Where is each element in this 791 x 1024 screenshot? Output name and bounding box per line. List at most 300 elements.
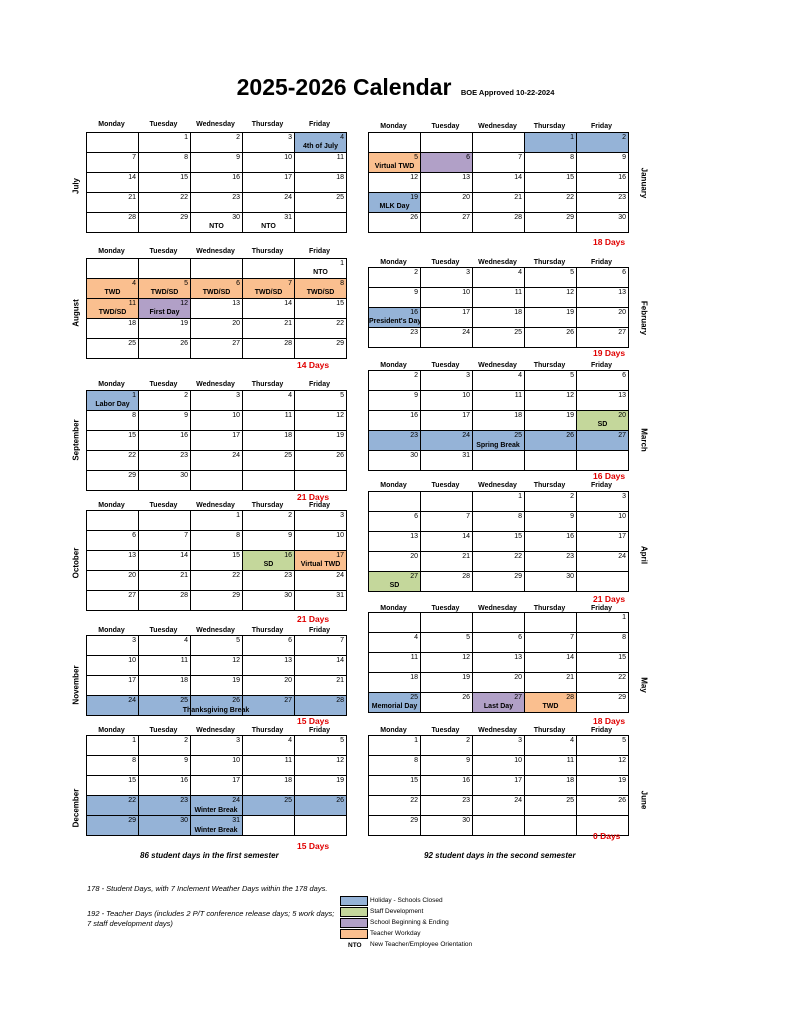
- day-cell[interactable]: [473, 213, 525, 233]
- day-cell[interactable]: [243, 259, 295, 279]
- day-cell[interactable]: [87, 571, 139, 591]
- day-cell[interactable]: [369, 268, 421, 288]
- day-cell[interactable]: [87, 511, 139, 531]
- day-cell[interactable]: [421, 213, 473, 233]
- day-cell[interactable]: [525, 532, 577, 552]
- day-cell[interactable]: [421, 268, 473, 288]
- day-number: 4: [132, 280, 136, 287]
- day-cell[interactable]: [473, 268, 525, 288]
- day-cell[interactable]: [369, 633, 421, 653]
- day-cell[interactable]: [473, 451, 525, 471]
- day-cell[interactable]: [191, 591, 243, 611]
- day-cell[interactable]: [87, 193, 139, 213]
- day-cell[interactable]: [139, 571, 191, 591]
- day-cell[interactable]: [295, 299, 347, 319]
- day-cell[interactable]: [421, 532, 473, 552]
- day-cell[interactable]: [473, 532, 525, 552]
- day-cell[interactable]: [295, 736, 347, 756]
- day-cell[interactable]: [577, 371, 629, 391]
- day-cell[interactable]: [421, 193, 473, 213]
- day-cell[interactable]: [525, 213, 577, 233]
- day-cell[interactable]: [191, 756, 243, 776]
- day-cell[interactable]: [139, 193, 191, 213]
- day-cell[interactable]: [243, 133, 295, 153]
- day-cell[interactable]: [295, 471, 347, 491]
- day-cell[interactable]: [369, 673, 421, 693]
- day-cell[interactable]: [369, 736, 421, 756]
- day-cell[interactable]: [421, 653, 473, 673]
- day-cell[interactable]: [87, 676, 139, 696]
- day-cell[interactable]: [295, 816, 347, 836]
- day-cell[interactable]: [473, 633, 525, 653]
- day-cell[interactable]: [577, 673, 629, 693]
- day-cell[interactable]: [525, 371, 577, 391]
- day-cell[interactable]: [243, 299, 295, 319]
- day-cell[interactable]: [139, 756, 191, 776]
- day-cell[interactable]: [577, 756, 629, 776]
- day-cell[interactable]: [139, 339, 191, 359]
- day-cell[interactable]: [473, 308, 525, 328]
- day-cell[interactable]: [525, 308, 577, 328]
- day-cell[interactable]: [577, 653, 629, 673]
- day-cell[interactable]: [473, 193, 525, 213]
- day-cell[interactable]: [577, 288, 629, 308]
- day-cell[interactable]: [295, 636, 347, 656]
- day-cell[interactable]: [295, 279, 347, 299]
- day-cell[interactable]: [577, 613, 629, 633]
- day-cell[interactable]: [87, 591, 139, 611]
- day-cell[interactable]: [243, 279, 295, 299]
- day-cell[interactable]: [525, 816, 577, 836]
- day-cell[interactable]: [295, 173, 347, 193]
- day-cell[interactable]: [473, 572, 525, 592]
- day-cell[interactable]: [139, 636, 191, 656]
- day-cell[interactable]: [191, 776, 243, 796]
- day-cell[interactable]: [87, 259, 139, 279]
- day-cell[interactable]: [473, 288, 525, 308]
- day-cell[interactable]: [577, 633, 629, 653]
- day-cell[interactable]: [473, 492, 525, 512]
- day-cell[interactable]: [369, 133, 421, 153]
- day-cell[interactable]: [139, 471, 191, 491]
- day-cell[interactable]: [473, 328, 525, 348]
- day-cell[interactable]: [87, 319, 139, 339]
- day-cell[interactable]: [577, 153, 629, 173]
- day-cell[interactable]: [577, 776, 629, 796]
- day-cell[interactable]: [577, 492, 629, 512]
- day-cell[interactable]: [369, 431, 421, 451]
- day-cell[interactable]: [191, 571, 243, 591]
- day-cell[interactable]: [473, 816, 525, 836]
- day-cell[interactable]: [87, 279, 139, 299]
- day-cell[interactable]: [369, 451, 421, 471]
- day-cell[interactable]: [577, 736, 629, 756]
- day-cell[interactable]: [421, 173, 473, 193]
- day-cell[interactable]: [421, 512, 473, 532]
- day-cell[interactable]: [295, 213, 347, 233]
- day-cell[interactable]: [421, 572, 473, 592]
- day-cell[interactable]: [525, 153, 577, 173]
- day-cell[interactable]: [87, 656, 139, 676]
- day-cell[interactable]: [525, 133, 577, 153]
- day-cell[interactable]: [87, 796, 139, 816]
- day-cell[interactable]: [191, 391, 243, 411]
- day-cell[interactable]: [525, 173, 577, 193]
- day-cell[interactable]: [473, 512, 525, 532]
- day-cell[interactable]: [473, 653, 525, 673]
- day-cell[interactable]: [369, 532, 421, 552]
- day-cell[interactable]: [191, 736, 243, 756]
- day-cell[interactable]: [473, 391, 525, 411]
- day-cell[interactable]: [577, 552, 629, 572]
- day-cell[interactable]: [139, 531, 191, 551]
- day-cell[interactable]: [525, 653, 577, 673]
- day-cell[interactable]: [295, 133, 347, 153]
- day-cell[interactable]: [139, 591, 191, 611]
- day-cell[interactable]: [191, 471, 243, 491]
- day-cell[interactable]: [369, 492, 421, 512]
- day-cell[interactable]: [525, 633, 577, 653]
- day-cell[interactable]: [369, 308, 421, 328]
- day-cell[interactable]: [139, 511, 191, 531]
- day-number: 24: [284, 194, 292, 201]
- day-cell[interactable]: [369, 328, 421, 348]
- day-cell[interactable]: [243, 636, 295, 656]
- day-cell[interactable]: [295, 411, 347, 431]
- day-cell[interactable]: [473, 673, 525, 693]
- day-cell[interactable]: [369, 193, 421, 213]
- day-cell[interactable]: [243, 511, 295, 531]
- day-cell[interactable]: [295, 531, 347, 551]
- day-cell[interactable]: [295, 431, 347, 451]
- day-number: 4: [518, 269, 522, 276]
- day-cell[interactable]: [243, 391, 295, 411]
- day-cell[interactable]: [87, 736, 139, 756]
- day-cell[interactable]: [577, 391, 629, 411]
- day-cell[interactable]: [295, 676, 347, 696]
- day-cell[interactable]: [295, 796, 347, 816]
- day-cell[interactable]: [577, 133, 629, 153]
- day-cell[interactable]: [421, 552, 473, 572]
- day-cell[interactable]: [191, 636, 243, 656]
- day-number: 20: [618, 309, 626, 316]
- day-number: 5: [570, 269, 574, 276]
- day-cell[interactable]: [191, 319, 243, 339]
- day-cell[interactable]: [421, 288, 473, 308]
- day-cell[interactable]: [87, 776, 139, 796]
- day-cell[interactable]: [369, 411, 421, 431]
- day-cell[interactable]: [191, 213, 243, 233]
- day-cell[interactable]: [243, 471, 295, 491]
- day-cell[interactable]: [295, 776, 347, 796]
- day-cell[interactable]: [191, 153, 243, 173]
- day-cell[interactable]: [191, 299, 243, 319]
- day-cell[interactable]: [243, 173, 295, 193]
- day-cell[interactable]: [369, 776, 421, 796]
- day-cell[interactable]: [473, 613, 525, 633]
- day-cell[interactable]: [369, 213, 421, 233]
- day-cell[interactable]: [525, 796, 577, 816]
- day-cell[interactable]: [87, 411, 139, 431]
- day-cell[interactable]: [369, 653, 421, 673]
- day-cell[interactable]: [525, 756, 577, 776]
- day-cell[interactable]: [295, 696, 347, 716]
- day-cell[interactable]: [191, 656, 243, 676]
- day-cell[interactable]: [87, 696, 139, 716]
- day-cell[interactable]: [139, 319, 191, 339]
- day-cell[interactable]: [87, 431, 139, 451]
- day-cell[interactable]: [87, 816, 139, 836]
- day-cell[interactable]: [295, 551, 347, 571]
- day-cell[interactable]: [525, 572, 577, 592]
- day-cell[interactable]: [421, 153, 473, 173]
- day-number: 1: [236, 512, 240, 519]
- day-cell[interactable]: [87, 153, 139, 173]
- day-cell[interactable]: [577, 512, 629, 532]
- day-cell[interactable]: [191, 279, 243, 299]
- day-number: 29: [410, 817, 418, 824]
- day-cell[interactable]: [139, 411, 191, 431]
- day-cell[interactable]: [577, 193, 629, 213]
- day-cell[interactable]: [243, 193, 295, 213]
- day-cell[interactable]: [369, 816, 421, 836]
- day-cell[interactable]: [525, 552, 577, 572]
- day-cell[interactable]: [87, 636, 139, 656]
- day-cell[interactable]: [369, 288, 421, 308]
- day-cell[interactable]: [525, 193, 577, 213]
- day-cell[interactable]: [243, 339, 295, 359]
- day-cell[interactable]: [577, 532, 629, 552]
- day-cell[interactable]: [473, 796, 525, 816]
- day-cell[interactable]: [139, 551, 191, 571]
- weekday-header: Thursday: [251, 121, 284, 128]
- break-label: Winter Break: [194, 807, 238, 814]
- day-cell[interactable]: [295, 571, 347, 591]
- day-cell[interactable]: [139, 173, 191, 193]
- day-cell[interactable]: [473, 736, 525, 756]
- day-cell[interactable]: [139, 133, 191, 153]
- day-cell[interactable]: [191, 551, 243, 571]
- day-cell[interactable]: [139, 259, 191, 279]
- day-cell[interactable]: [577, 451, 629, 471]
- day-number: 16: [462, 777, 470, 784]
- day-cell[interactable]: [295, 193, 347, 213]
- day-cell[interactable]: [139, 676, 191, 696]
- day-cell[interactable]: [421, 492, 473, 512]
- day-cell[interactable]: [473, 411, 525, 431]
- day-cell[interactable]: [421, 816, 473, 836]
- day-cell[interactable]: [473, 693, 525, 713]
- day-cell[interactable]: [369, 153, 421, 173]
- day-cell[interactable]: [295, 391, 347, 411]
- day-cell[interactable]: [243, 656, 295, 676]
- day-cell[interactable]: [139, 656, 191, 676]
- day-cell[interactable]: [525, 736, 577, 756]
- day-cell[interactable]: [525, 391, 577, 411]
- day-cell[interactable]: [421, 776, 473, 796]
- day-cell[interactable]: [243, 431, 295, 451]
- teacher-days-note: 192 - Teacher Days (includes 2 P/T conference release days; 5 work days; 7 staff development days): [87, 909, 335, 928]
- day-cell[interactable]: [87, 213, 139, 233]
- day-cell[interactable]: [243, 676, 295, 696]
- day-cell[interactable]: [525, 673, 577, 693]
- day-cell[interactable]: [577, 328, 629, 348]
- day-cell[interactable]: [243, 411, 295, 431]
- day-number: 9: [288, 532, 292, 539]
- day-cell[interactable]: [87, 173, 139, 193]
- day-cell[interactable]: [369, 391, 421, 411]
- day-cell[interactable]: [421, 308, 473, 328]
- day-cell[interactable]: [369, 613, 421, 633]
- day-cell[interactable]: [577, 431, 629, 451]
- day-cell[interactable]: [243, 756, 295, 776]
- day-cell[interactable]: [87, 391, 139, 411]
- day-cell[interactable]: [191, 531, 243, 551]
- day-cell[interactable]: [473, 153, 525, 173]
- day-cell[interactable]: [295, 511, 347, 531]
- day-number: 28: [336, 697, 344, 704]
- day-cell[interactable]: [295, 451, 347, 471]
- day-cell[interactable]: [87, 133, 139, 153]
- day-cell[interactable]: [525, 451, 577, 471]
- day-cell[interactable]: [87, 551, 139, 571]
- day-number: 28: [514, 214, 522, 221]
- day-cell[interactable]: [473, 552, 525, 572]
- day-cell[interactable]: [525, 411, 577, 431]
- day-cell[interactable]: [191, 511, 243, 531]
- day-cell[interactable]: [243, 776, 295, 796]
- day-cell[interactable]: [369, 693, 421, 713]
- day-cell[interactable]: [577, 411, 629, 431]
- day-cell[interactable]: [191, 411, 243, 431]
- day-cell[interactable]: [295, 259, 347, 279]
- weekday-header: Thursday: [533, 259, 566, 266]
- day-cell[interactable]: [473, 133, 525, 153]
- day-cell[interactable]: [139, 279, 191, 299]
- day-cell[interactable]: [295, 319, 347, 339]
- day-number: 12: [410, 174, 418, 181]
- day-cell[interactable]: [295, 591, 347, 611]
- day-cell[interactable]: [191, 193, 243, 213]
- day-number: 29: [128, 817, 136, 824]
- day-cell[interactable]: [139, 736, 191, 756]
- day-cell[interactable]: [243, 591, 295, 611]
- day-cell[interactable]: [139, 299, 191, 319]
- day-cell[interactable]: [87, 451, 139, 471]
- day-cell[interactable]: [87, 299, 139, 319]
- day-cell[interactable]: [87, 756, 139, 776]
- day-event-label: MLK Day: [379, 203, 410, 210]
- day-cell[interactable]: [243, 319, 295, 339]
- day-cell[interactable]: [139, 213, 191, 233]
- day-cell[interactable]: [421, 736, 473, 756]
- day-cell[interactable]: [525, 693, 577, 713]
- day-cell[interactable]: [139, 391, 191, 411]
- day-cell[interactable]: [369, 572, 421, 592]
- day-cell[interactable]: [525, 613, 577, 633]
- day-cell[interactable]: [421, 133, 473, 153]
- day-cell[interactable]: [577, 213, 629, 233]
- day-cell[interactable]: [525, 288, 577, 308]
- day-cell[interactable]: [525, 512, 577, 532]
- day-cell[interactable]: [577, 796, 629, 816]
- day-cell[interactable]: [421, 673, 473, 693]
- day-cell[interactable]: [87, 471, 139, 491]
- day-number: 11: [284, 412, 292, 419]
- day-cell[interactable]: [525, 268, 577, 288]
- day-cell[interactable]: [577, 572, 629, 592]
- day-cell[interactable]: [243, 153, 295, 173]
- day-cell[interactable]: [421, 693, 473, 713]
- day-cell[interactable]: [421, 451, 473, 471]
- day-cell[interactable]: [369, 756, 421, 776]
- day-cell[interactable]: [473, 371, 525, 391]
- day-cell[interactable]: [191, 259, 243, 279]
- day-cell[interactable]: [243, 451, 295, 471]
- day-cell[interactable]: [577, 693, 629, 713]
- day-cell[interactable]: [295, 153, 347, 173]
- day-cell[interactable]: [369, 173, 421, 193]
- day-cell[interactable]: [191, 173, 243, 193]
- day-cell[interactable]: [577, 173, 629, 193]
- day-cell[interactable]: [421, 796, 473, 816]
- day-cell[interactable]: [191, 676, 243, 696]
- day-cell[interactable]: [369, 512, 421, 532]
- day-cell[interactable]: [525, 492, 577, 512]
- day-cell[interactable]: [421, 391, 473, 411]
- day-cell[interactable]: [421, 633, 473, 653]
- day-cell[interactable]: [577, 308, 629, 328]
- day-cell[interactable]: [577, 268, 629, 288]
- day-cell[interactable]: [421, 328, 473, 348]
- day-cell[interactable]: [139, 431, 191, 451]
- day-cell[interactable]: [191, 339, 243, 359]
- day-cell[interactable]: [473, 756, 525, 776]
- day-number: 4: [288, 737, 292, 744]
- day-cell[interactable]: [87, 531, 139, 551]
- day-cell[interactable]: [369, 796, 421, 816]
- day-cell[interactable]: [525, 328, 577, 348]
- day-cell[interactable]: [525, 776, 577, 796]
- day-cell[interactable]: [243, 531, 295, 551]
- day-number: 12: [336, 757, 344, 764]
- day-cell[interactable]: [295, 656, 347, 676]
- day-cell[interactable]: [191, 431, 243, 451]
- day-cell[interactable]: [139, 776, 191, 796]
- day-cell[interactable]: [243, 551, 295, 571]
- day-cell[interactable]: [421, 756, 473, 776]
- day-cell[interactable]: [139, 153, 191, 173]
- day-cell[interactable]: [473, 173, 525, 193]
- day-cell[interactable]: [243, 571, 295, 591]
- day-cell[interactable]: [191, 451, 243, 471]
- day-cell[interactable]: [369, 552, 421, 572]
- day-cell[interactable]: [295, 756, 347, 776]
- day-cell[interactable]: [421, 613, 473, 633]
- day-cell[interactable]: [421, 371, 473, 391]
- day-cell[interactable]: [295, 339, 347, 359]
- day-cell[interactable]: [243, 213, 295, 233]
- day-cell[interactable]: [87, 339, 139, 359]
- day-cell[interactable]: [139, 451, 191, 471]
- day-number: 26: [232, 697, 240, 704]
- day-cell[interactable]: [369, 371, 421, 391]
- day-cell[interactable]: [191, 133, 243, 153]
- day-cell[interactable]: [473, 776, 525, 796]
- day-cell[interactable]: [243, 736, 295, 756]
- weekday-header: Tuesday: [149, 502, 178, 509]
- day-cell[interactable]: [421, 411, 473, 431]
